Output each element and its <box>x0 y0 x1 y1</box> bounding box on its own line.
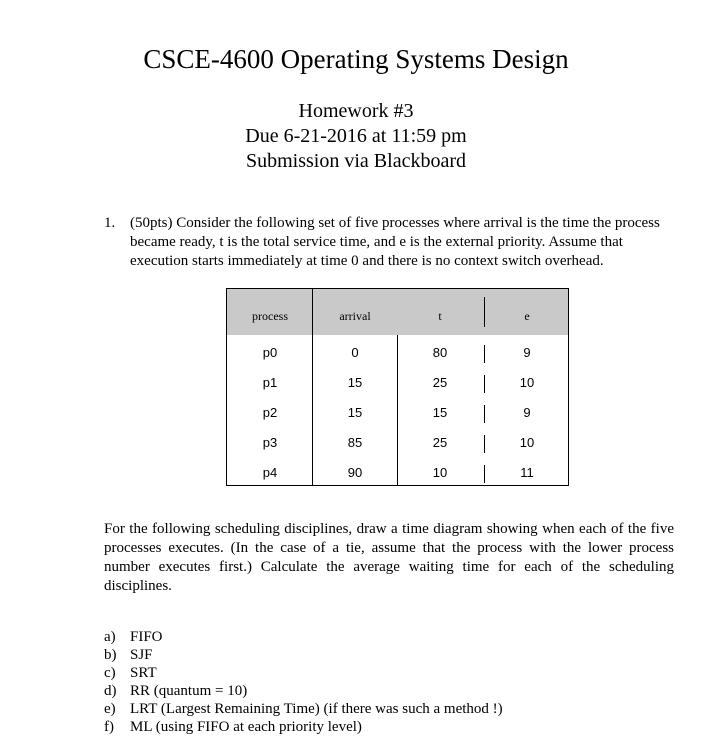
list-item-label: e) <box>104 701 116 717</box>
list-item <box>104 628 503 646</box>
list-item-text: ML (using FIFO at each priority level) <box>130 719 362 735</box>
table-cell: p0 <box>262 345 278 360</box>
question-number: 1. <box>104 215 116 231</box>
list-item-label: b) <box>104 647 117 663</box>
process-table <box>226 288 569 486</box>
table-cell: 10 <box>432 465 448 480</box>
list-item-label: f) <box>104 719 114 735</box>
table-cell: 90 <box>347 465 363 480</box>
table-header-cell: e <box>524 309 530 323</box>
list-item <box>104 700 503 718</box>
list-item-text: FIFO <box>130 629 163 645</box>
table-cell: 85 <box>347 435 363 450</box>
list-item <box>104 646 503 664</box>
list-item-label: d) <box>104 683 117 699</box>
submission-info: Submission via Blackboard <box>246 150 466 172</box>
discipline-list <box>104 628 503 736</box>
list-item-label: a) <box>104 629 116 645</box>
homework-title: Homework #3 <box>298 100 414 122</box>
table-cell: 10 <box>519 435 535 450</box>
table-header-cell: process <box>252 309 288 323</box>
list-item <box>104 664 503 682</box>
table-cell: p4 <box>262 465 278 480</box>
list-item <box>104 682 503 700</box>
table-cell: 15 <box>347 375 363 390</box>
due-date: Due 6-21-2016 at 11:59 pm <box>245 125 467 147</box>
table-cell: 9 <box>523 345 531 360</box>
table-cell: 15 <box>347 405 363 420</box>
table-cell: 25 <box>432 375 448 390</box>
list-item-text: SRT <box>130 665 157 681</box>
list-item-label: c) <box>104 665 116 681</box>
table-cell: p2 <box>262 405 278 420</box>
list-item-text: RR (quantum = 10) <box>130 683 248 699</box>
table-cell: 11 <box>520 465 534 480</box>
table-cell: 9 <box>523 405 531 420</box>
table-cell: p1 <box>262 375 278 390</box>
course-title: CSCE-4600 Operating Systems Design <box>143 44 569 74</box>
table-cell: 80 <box>432 345 448 360</box>
table-header-cell: t <box>438 309 442 323</box>
table-cell: p3 <box>262 435 278 450</box>
table-header-cell: arrival <box>339 309 371 323</box>
question-text: (50pts) Consider the following set of five processes where arrival is the time the process became ready, t is the total service time, and e is the external priority. Assume that execution starts immediately at time 0 and there is no context switch overhead. <box>130 215 660 269</box>
list-item-text: SJF <box>130 647 153 663</box>
table-cell: 10 <box>519 375 535 390</box>
list-item-text: LRT (Largest Remaining Time) (if there was such a method !) <box>130 701 503 717</box>
table-cell: 25 <box>432 435 448 450</box>
table-cell: 0 <box>351 345 359 360</box>
table-cell: 15 <box>432 405 448 420</box>
instructions-paragraph: For the following scheduling disciplines, draw a time diagram showing when each of the five processes executes. (In the case of a tie, assume that the process with the lower process number executes first.) Calculate the average waiting time for each of the scheduling disciplines. <box>104 521 674 594</box>
list-item <box>104 718 503 736</box>
